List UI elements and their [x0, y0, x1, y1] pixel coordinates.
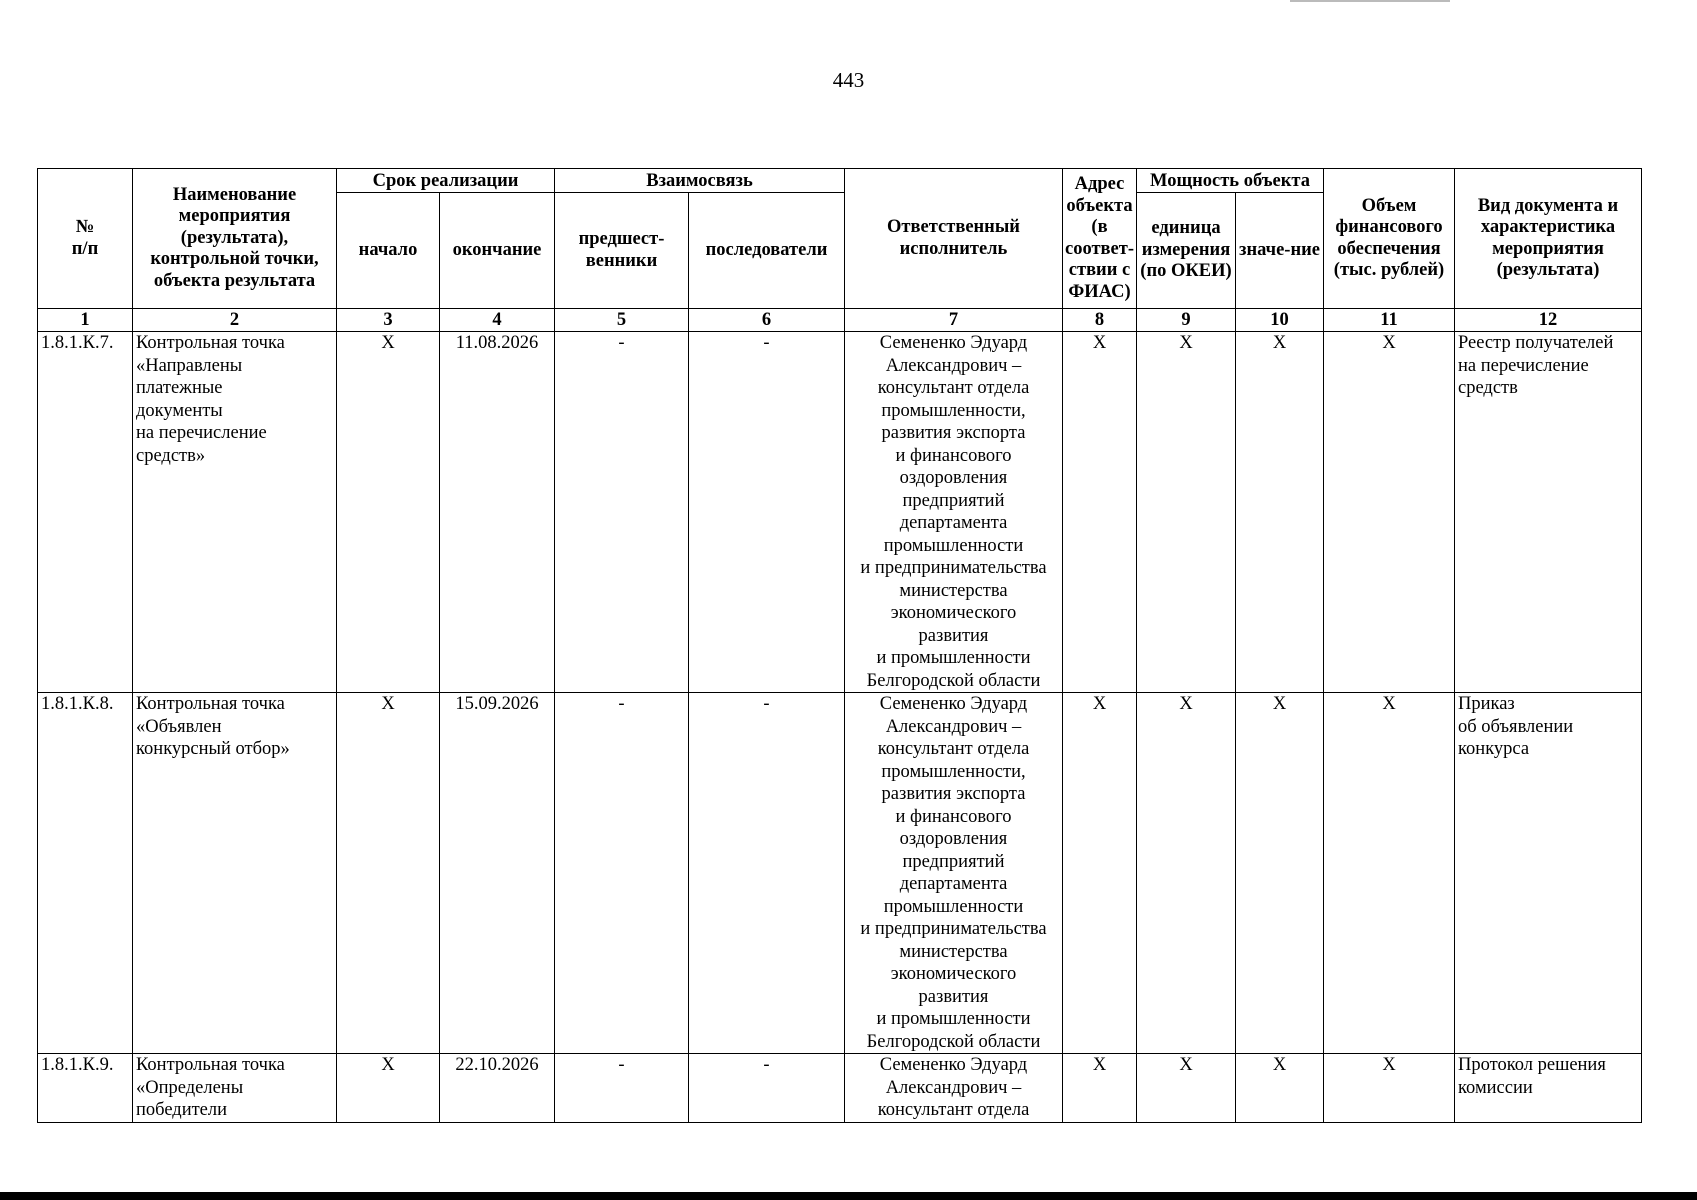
header-name: Наименование мероприятия (результата), контрольной точки, объекта результата [133, 169, 337, 309]
header-successors: последователи [689, 193, 845, 309]
column-number: 7 [845, 309, 1063, 332]
column-number: 2 [133, 309, 337, 332]
column-number: 3 [337, 309, 440, 332]
column-number: 11 [1324, 309, 1455, 332]
row-start: X [337, 1054, 440, 1123]
row-executor: Семененко Эдуард Александрович – консультант отдела [845, 1054, 1063, 1123]
row-doc-type: Протокол решения комиссии [1455, 1054, 1642, 1123]
header-predecessors: предшест-венники [555, 193, 689, 309]
row-end: 11.08.2026 [440, 332, 555, 693]
header-end: окончание [440, 193, 555, 309]
row-number: 1.8.1.К.7. [38, 332, 133, 693]
header-period: Срок реализации [337, 169, 555, 193]
column-number: 10 [1236, 309, 1324, 332]
header-capacity: Мощность объекта [1137, 169, 1324, 193]
row-address: X [1063, 1054, 1137, 1123]
row-finance: X [1324, 332, 1455, 693]
row-number: 1.8.1.К.8. [38, 693, 133, 1054]
table-row [38, 693, 1642, 1054]
row-end: 22.10.2026 [440, 1054, 555, 1123]
row-successors: - [689, 693, 845, 1054]
row-executor: Семененко Эдуард Александрович – консультант отдела промышленности, развития экспорта и финансового оздоровления предприятий департамента промышленности и предпринимательства министерства экономического развития и промышленности Белгородской области [845, 332, 1063, 693]
row-unit: X [1137, 693, 1236, 1054]
column-number: 1 [38, 309, 133, 332]
row-predecessors: - [555, 693, 689, 1054]
row-executor: Семененко Эдуард Александрович – консультант отдела промышленности, развития экспорта и финансового оздоровления предприятий департамента промышленности и предпринимательства министерства экономического развития и промышленности Белгородской области [845, 693, 1063, 1054]
header-executor: Ответственный исполнитель [845, 169, 1063, 309]
row-name: Контрольная точка «Определены победители [133, 1054, 337, 1123]
column-number-row [38, 309, 1642, 332]
row-doc-type: Приказ об объявлении конкурса [1455, 693, 1642, 1054]
row-value: X [1236, 693, 1324, 1054]
row-end: 15.09.2026 [440, 693, 555, 1054]
scan-bottom-edge [0, 1192, 1697, 1200]
row-successors: - [689, 1054, 845, 1123]
row-value: X [1236, 332, 1324, 693]
row-predecessors: - [555, 332, 689, 693]
header-unit: единица измерения (по ОКЕИ) [1137, 193, 1236, 309]
row-doc-type: Реестр получателей на перечисление средств [1455, 332, 1642, 693]
row-name: Контрольная точка «Объявлен конкурсный отбор» [133, 693, 337, 1054]
row-unit: X [1137, 1054, 1236, 1123]
column-number: 9 [1137, 309, 1236, 332]
row-successors: - [689, 332, 845, 693]
scan-mark [1290, 0, 1450, 2]
header-relation: Взаимосвязь [555, 169, 845, 193]
row-value: X [1236, 1054, 1324, 1123]
row-address: X [1063, 332, 1137, 693]
row-address: X [1063, 693, 1137, 1054]
header-num: № п/п [38, 169, 133, 309]
header-doc-type: Вид документа и характеристика мероприятия (результата) [1455, 169, 1642, 309]
row-unit: X [1137, 332, 1236, 693]
row-start: X [337, 332, 440, 693]
row-name: Контрольная точка «Направлены платежные документы на перечисление средств» [133, 332, 337, 693]
column-number: 4 [440, 309, 555, 332]
column-number: 8 [1063, 309, 1137, 332]
row-number: 1.8.1.К.9. [38, 1054, 133, 1123]
page-number: 443 [832, 68, 865, 92]
column-number: 5 [555, 309, 689, 332]
table-row [38, 1054, 1642, 1123]
row-predecessors: - [555, 1054, 689, 1123]
column-number: 12 [1455, 309, 1642, 332]
plan-table [37, 168, 1642, 1123]
header-value: значе-ние [1236, 193, 1324, 309]
header-finance: Объем финансового обеспечения (тыс. рублей) [1324, 169, 1455, 309]
header-address: Адрес объекта (в соответ-ствии с ФИАС) [1063, 169, 1137, 309]
header-start: начало [337, 193, 440, 309]
column-number: 6 [689, 309, 845, 332]
row-finance: X [1324, 693, 1455, 1054]
row-start: X [337, 693, 440, 1054]
table-row [38, 332, 1642, 693]
row-finance: X [1324, 1054, 1455, 1123]
